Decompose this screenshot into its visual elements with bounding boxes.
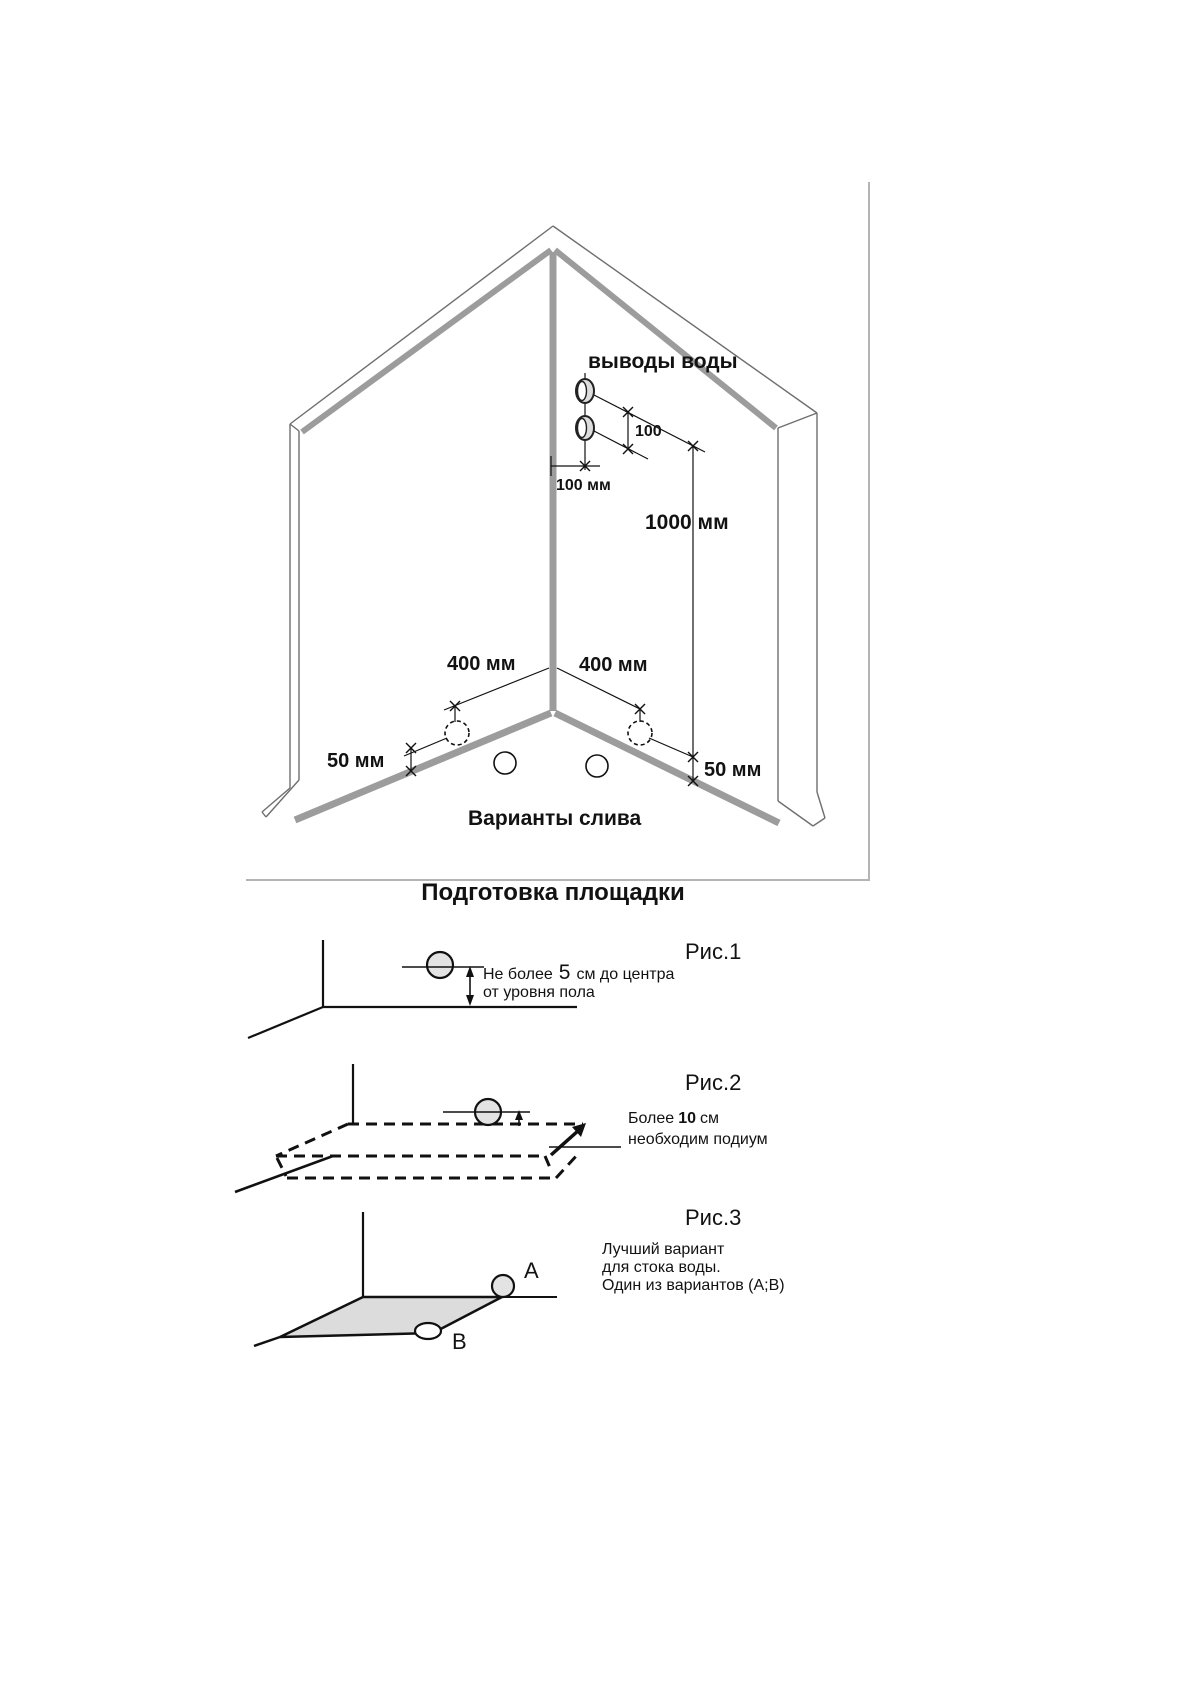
section-heading: Подготовка площадки [421, 879, 685, 906]
outlet-dimension-ticks [580, 407, 698, 786]
wall-edge-strips [295, 250, 779, 823]
water-outlets-label: выводы воды [588, 350, 738, 373]
fig2-note-line2: необходим подиум [628, 1131, 768, 1148]
dim-100mm-label: 100 мм [556, 477, 611, 494]
dim-50mm-right-label: 50 мм [704, 759, 762, 781]
fig3-label: Рис.3 [685, 1205, 742, 1230]
dim-400mm-right-label: 400 мм [579, 654, 648, 676]
fig1-note-pre: Не более [483, 966, 553, 983]
fig2-drawing [235, 1064, 621, 1192]
water-outlets [576, 373, 594, 470]
fig3-point-a-label: А [524, 1258, 539, 1283]
fig1-note-line2: от уровня пола [483, 984, 595, 1001]
dim-50mm-left-label: 50 мм [327, 750, 385, 772]
drain-circles [494, 752, 608, 777]
dim-1000mm-label: 1000 мм [645, 511, 729, 534]
fig1-note-post: см до центра [576, 966, 675, 983]
fig2-note-post: см [699, 1110, 719, 1127]
fig1-label: Рис.1 [685, 939, 742, 964]
fig3-note-line3: Один из вариантов (А;В) [602, 1277, 785, 1294]
corner-walls [262, 226, 825, 826]
fig2-note-value: 10 [678, 1110, 696, 1127]
fig2-label: Рис.2 [685, 1070, 742, 1095]
fig2-note-pre: Более [628, 1110, 675, 1127]
drain-options-caption: Варианты слива [468, 807, 642, 830]
fig3-point-b-label: В [452, 1329, 467, 1354]
fig3-note-line1: Лучший вариант [602, 1241, 725, 1258]
fig3-drawing [254, 1212, 557, 1346]
fig1-note-value: 5 [558, 961, 571, 984]
fig3-note-line2: для стока воды. [602, 1259, 721, 1276]
fig2-note-line1 [628, 1110, 719, 1127]
dim-100-label: 100 [635, 423, 662, 440]
dim-400mm-left-label: 400 мм [447, 653, 516, 675]
fig1-note-line1 [483, 962, 674, 985]
